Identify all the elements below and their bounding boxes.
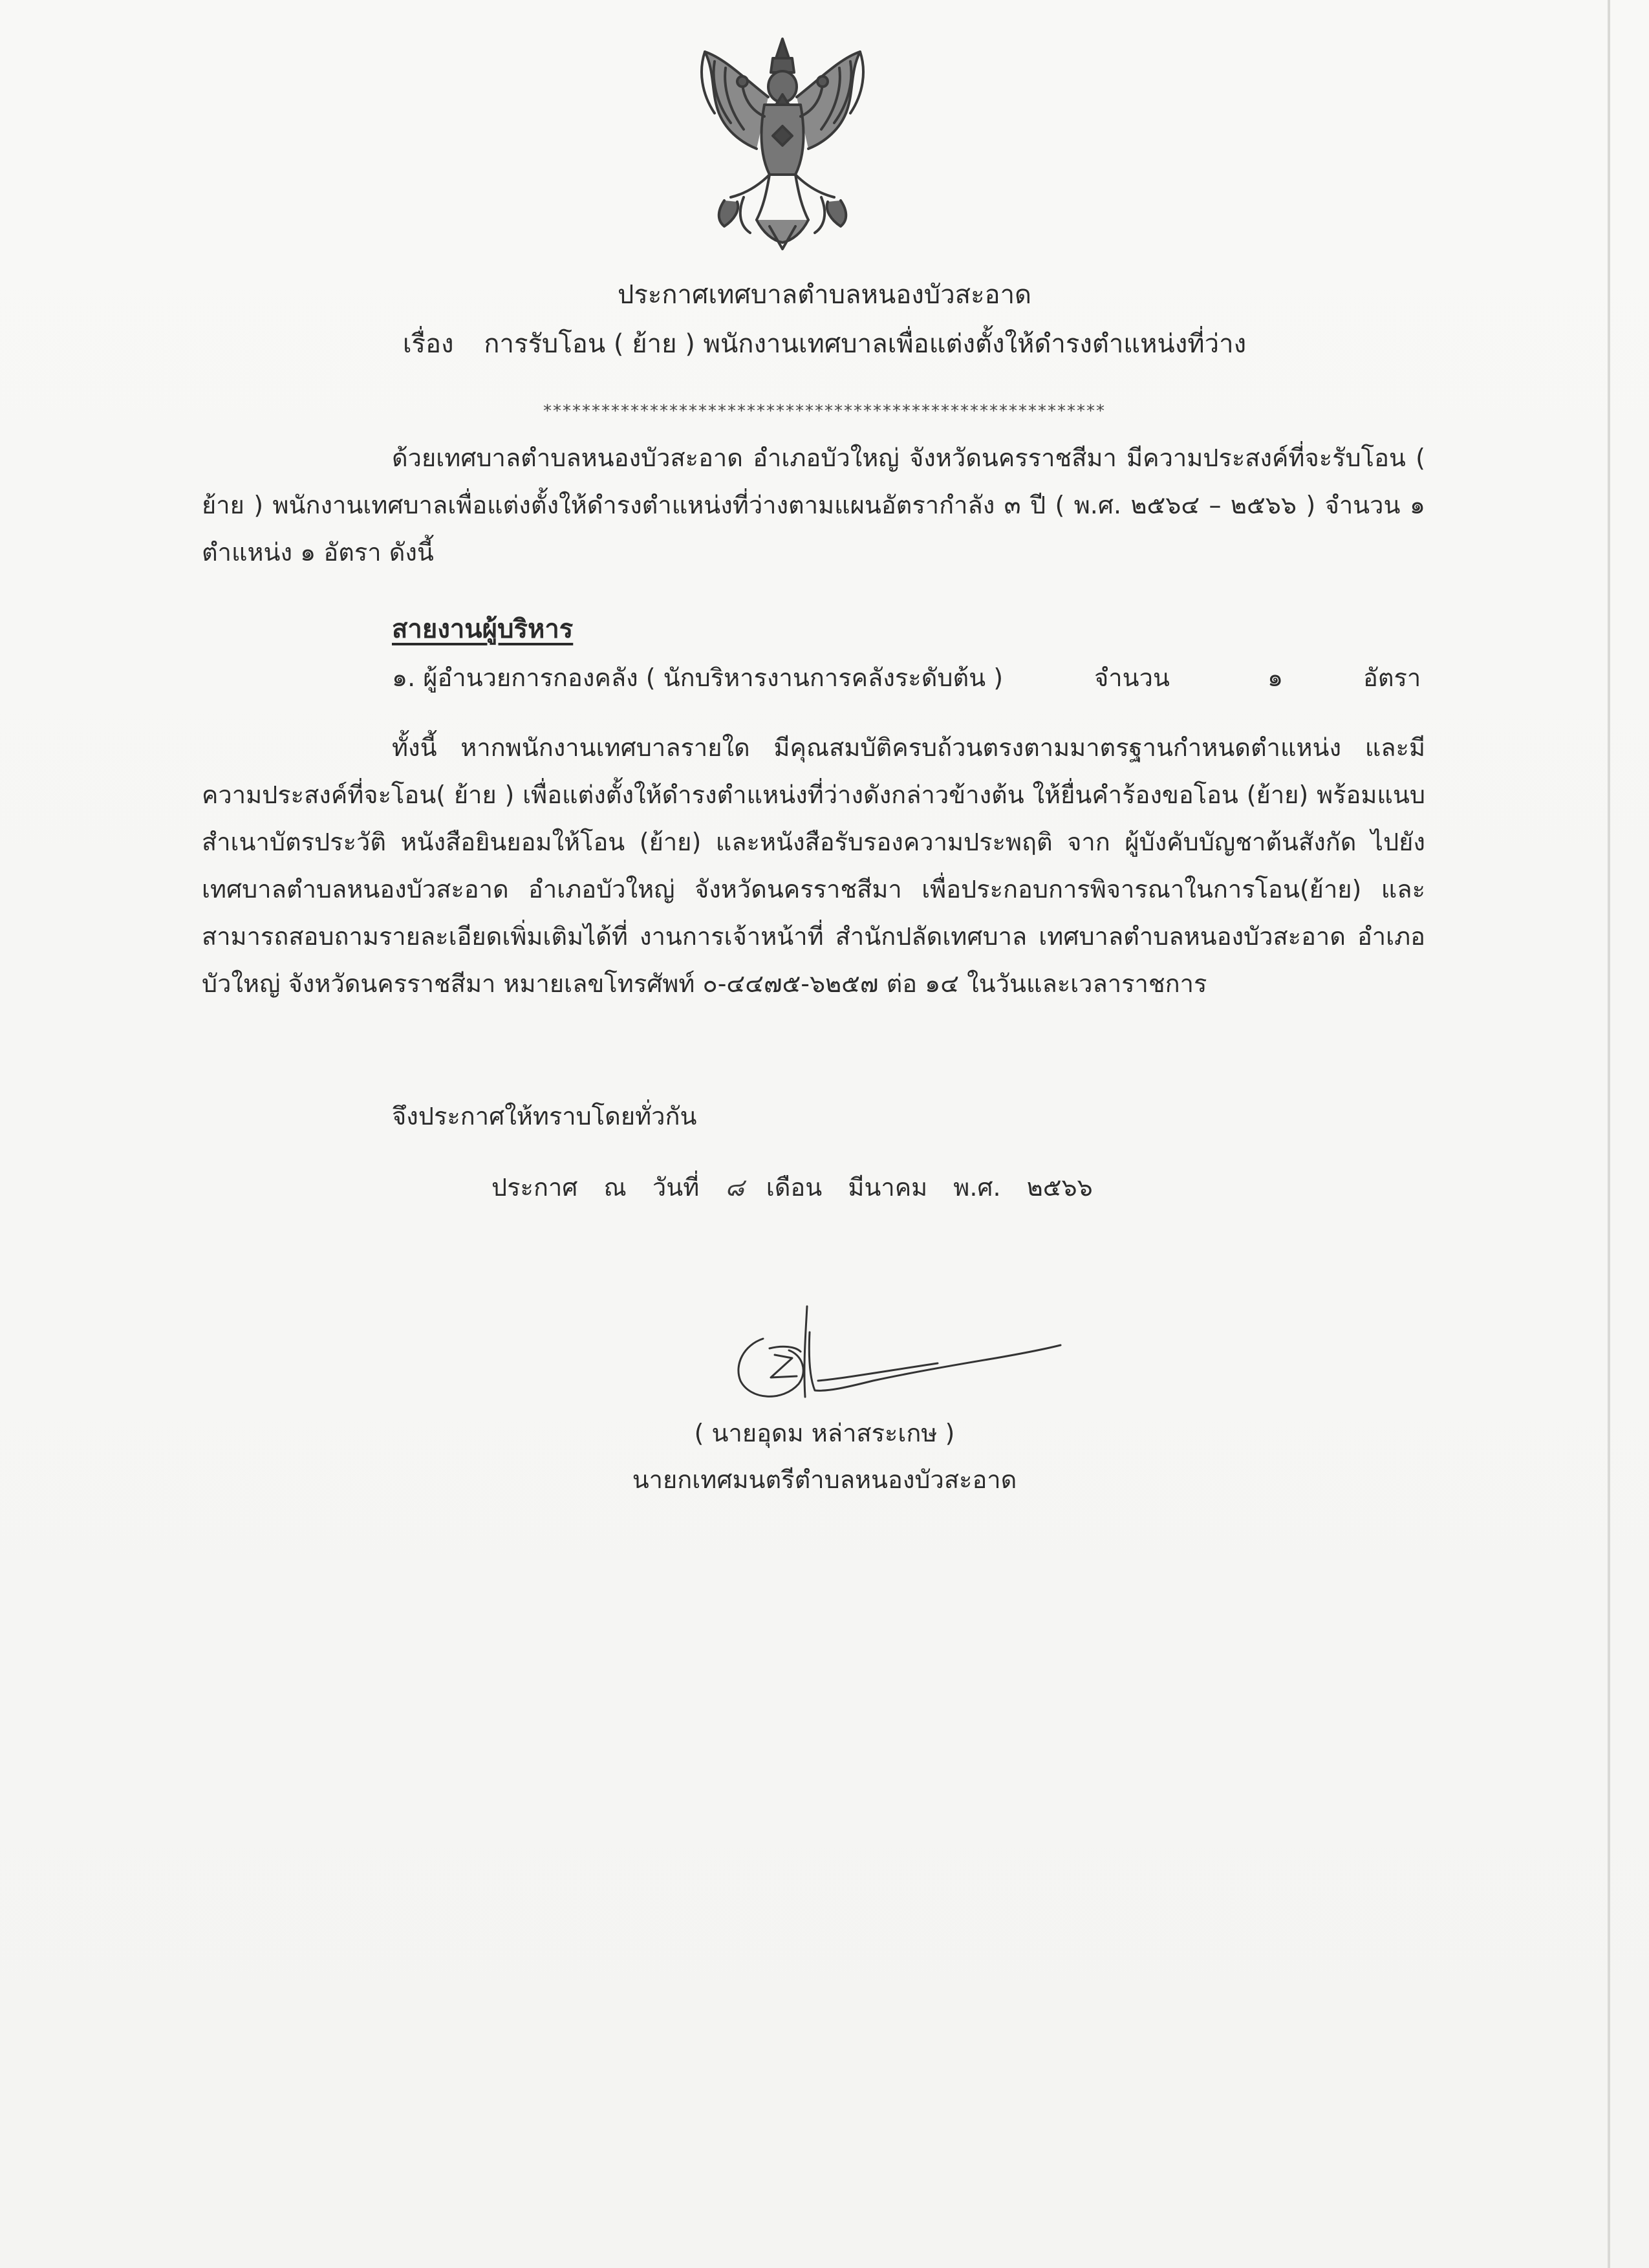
date-month-label: เดือน — [766, 1173, 823, 1202]
closing-statement: จึงประกาศให้ทราบโดยทั่วกัน — [392, 1102, 697, 1130]
handwritten-signature — [724, 1293, 1073, 1423]
details-paragraph-text: ทั้งนี้ หากพนักงานเทศบาลรายใด มีคุณสมบัติครบถ้วนตรงตามมาตรฐานกำหนดตำแหน่ง และมีความประสงค์ที่จะโอน( ย้าย ) เพื่อแต่งตั้งให้ดำรงตำแหน่งที่ว่างดังกล่าวข้างต้น ให้ยื่นคำร้องขอโอน (ย้าย) พร้อมแนบสำเนาบัตรประวัติ หนังสือยินยอมให้โอน (ย้าย) และหนังสือรับรองความประพฤติ จาก ผู้บังคับบัญชาต้นสังกัด ไปยังเทศบาลตำบลหนองบัวสะอาด อำเภอบัวใหญ่ จังหวัดนครราชสีมา เพื่อประกอบการพิจารณาในการโอน(ย้าย) และสามารถสอบถามรายละเอียดเพิ่มเติมได้ที่ งานการเจ้าหน้าที่ สำนักปลัดเทศบาล เทศบาลตำบลหนองบัวสะอาด อำเภอบัวใหญ่ จังหวัดนครราชสีมา หมายเลขโทรศัพท์ ๐-๔๔๗๕-๖๒๕๗ ต่อ ๑๔ ในวันและเวลาราชการ — [202, 733, 1425, 998]
position-item-count: ๑ — [1267, 664, 1284, 692]
date-year-label: พ.ศ. — [953, 1173, 1001, 1202]
signer-position: นายกเทศมนตรีตำบลหนองบัวสะอาด — [632, 1465, 1017, 1494]
announcement-date — [491, 1171, 1111, 1204]
subject-text: การรับโอน ( ย้าย ) พนักงานเทศบาลเพื่อแต่งตั้งให้ดำรงตำแหน่งที่ว่าง — [484, 329, 1247, 359]
date-prefix: ประกาศ — [491, 1173, 578, 1202]
garuda-emblem — [679, 32, 886, 252]
section-heading: สายงานผู้บริหาร — [392, 614, 574, 644]
date-year: ๒๕๖๖ — [1026, 1173, 1093, 1202]
date-at: ณ — [603, 1173, 627, 1202]
position-item-count-label: จำนวน — [1094, 664, 1170, 692]
date-day: ๘ — [725, 1173, 744, 1202]
details-paragraph — [202, 724, 1425, 1008]
subject-label: เรื่อง — [402, 329, 454, 359]
intro-paragraph — [202, 435, 1425, 576]
signer-name: ( นายอุดม หล่าสระเกษ ) — [694, 1419, 955, 1447]
announcement-title: ประกาศเทศบาลตำบลหนองบัวสะอาด — [617, 280, 1032, 310]
intro-paragraph-text: ด้วยเทศบาลตำบลหนองบัวสะอาด อำเภอบัวใหญ่ จังหวัดนครราชสีมา มีความประสงค์ที่จะรับโอน ( ย้าย ) พนักงานเทศบาลเพื่อแต่งตั้งให้ดำรงตำแหน่งที่ว่างตามแผนอัตรากำลัง ๓ ปี ( พ.ศ. ๒๕๖๔ – ๒๕๖๖ ) จำนวน ๑ ตำแหน่ง ๑ อัตรา ดังนี้ — [202, 444, 1425, 567]
date-month: มีนาคม — [848, 1173, 928, 1202]
position-item-unit: อัตรา — [1363, 664, 1421, 692]
separator-line: ********************************************************** — [543, 402, 1106, 421]
date-day-label: วันที่ — [652, 1173, 700, 1202]
position-item-label: ๑. ผู้อำนวยการกองคลัง ( นักบริหารงานการคลังระดับต้น ) — [392, 664, 1004, 692]
announcement-subject — [0, 327, 1649, 361]
